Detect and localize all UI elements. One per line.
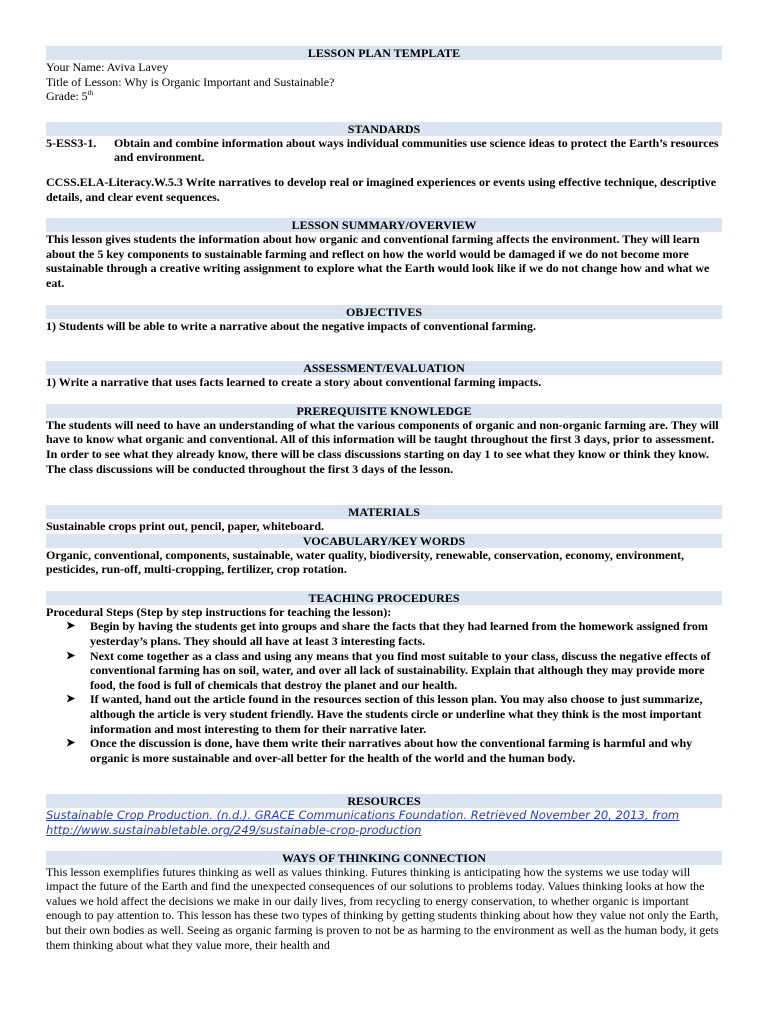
prerequisite-text: The students will need to have an understanding of what the various components of organic and non-organic farming are. They will have to know what organic and conventional. All of this information will be taught throughout the first 3 days, prior to assessment. In order to see what they already know, there will be class discussions starting on day 1 to see what they know or think they know. The class discussions will be conducted throughout the first 3 days of the lesson. — [46, 417, 719, 476]
objectives-header: OBJECTIVES — [46, 305, 722, 319]
grade — [46, 89, 722, 104]
summary-text: This lesson gives students the information about how organic and conventional farming affects the environment. They will learn about the 5 key components to sustainable farming and reflect on how the world would be damaged if we do not become more sustainable through a creative writing assignment to explore what the Earth would look like if we do not change how and what we eat. — [46, 232, 710, 290]
vocabulary-text: Organic, conventional, components, sustainable, water quality, biodiversity, renewable, conservation, economy, environment, pesticides, run-off, multi-cropping, fertilizer, crop rotation. — [46, 547, 685, 577]
procedure-list — [46, 619, 722, 765]
summary-header: LESSON SUMMARY/OVERVIEW — [46, 218, 722, 232]
procedure-step — [66, 736, 722, 765]
procedure-step — [66, 619, 722, 648]
procedure-step-text: Once the discussion is done, have them write their narratives about how the conventional farming is harmful and why organic is more sustainable and over-all better for the health of the world and the human body. — [90, 736, 693, 765]
grade-suffix: th — [87, 89, 94, 98]
arrow-bullet-icon: ➤ — [66, 620, 76, 633]
procedural-intro: Procedural Steps (Step by step instructions for teaching the lesson): — [46, 604, 392, 619]
standard-1 — [46, 136, 722, 165]
lesson-title: Title of Lesson: Why is Organic Important and Sustainable? — [46, 74, 335, 89]
procedure-step-text: Begin by having the students get into groups and share the facts that they had learned from the homework assigned from yesterday’s plans. They should all have at least 3 interesting facts. — [90, 619, 708, 649]
arrow-bullet-icon: ➤ — [66, 737, 76, 750]
resources-header: RESOURCES — [46, 794, 722, 808]
procedure-step — [66, 692, 722, 736]
resource-citation — [46, 808, 722, 837]
objectives-text: 1) Students will be able to write a narrative about the negative impacts of conventional farming. — [46, 318, 536, 333]
assessment-header: ASSESSMENT/EVALUATION — [46, 361, 722, 375]
standards-header: STANDARDS — [46, 122, 722, 136]
teaching-header: TEACHING PROCEDURES — [46, 591, 722, 605]
thinking-header: WAYS OF THINKING CONNECTION — [46, 851, 722, 865]
assessment-text: 1) Write a narrative that uses facts learned to create a story about conventional farming impacts. — [46, 375, 542, 390]
standard-1-text: Obtain and combine information about ways individual communities use science ideas to protect the Earth’s resources and environment. — [114, 135, 719, 165]
procedure-step-text: If wanted, hand out the article found in the resources section of this lesson plan. You may also choose to just summarize, although the article is very student friendly. Have the students circle or underline what they think is the most important information and most interesting to them for their narrative later. — [90, 692, 703, 736]
resource-url-link[interactable]: http://www.sustainabletable.org/249/sustainable-crop-production — [46, 823, 422, 837]
citation-link[interactable]: Sustainable Crop Production. (n.d.). GRACE Communications Foundation. Retrieved November 20, 2013, from — [46, 808, 680, 823]
grade-text: Grade: 5 — [46, 89, 88, 104]
lesson-plan-header: LESSON PLAN TEMPLATE — [46, 46, 722, 60]
standard-1-code: 5-ESS3-1. — [46, 135, 97, 150]
procedure-step-text: Next come together as a class and using any means that you find most suitable to your class, discuss the negative effects of conventional farming has on soil, water, and over all lack of sustainability. Explain that although they may provide more food, the food is full of chemicals that destroy the planet and our health. — [90, 648, 711, 692]
standard-2: CCSS.ELA-Literacy.W.5.3 Write narratives to develop real or imagined experiences or events using effective technique, descriptive details, and clear event sequences. — [46, 174, 717, 204]
document-content — [46, 46, 722, 952]
prerequisite-header: PREREQUISITE KNOWLEDGE — [46, 404, 722, 418]
arrow-bullet-icon: ➤ — [66, 693, 76, 706]
materials-header: MATERIALS — [46, 505, 722, 519]
materials-text: Sustainable crops print out, pencil, paper, whiteboard. — [46, 519, 325, 534]
procedure-step — [66, 649, 722, 693]
your-name: Your Name: Aviva Lavey — [46, 60, 169, 74]
thinking-text: This lesson exemplifies futures thinking as well as values thinking. Futures thinking is anticipating how the systems we use today will impact the future of the Earth and find the unexpected consequences of our solutions to problems today. Values thinking looks at how the values we hold affect the decisions we make in our daily lives, from recycling to energy conservation, to whether organic is important enough to pay attention to. This lesson has these two types of thinking by getting students thinking about how they value not only the Earth, but their own bodies as well. Seeing as organic farming is proven to not be as harming to the environment as well as the human body, it gets them thinking about what they value more, their health and — [46, 864, 719, 952]
arrow-bullet-icon: ➤ — [66, 649, 76, 662]
vocabulary-header: VOCABULARY/KEY WORDS — [46, 534, 722, 548]
